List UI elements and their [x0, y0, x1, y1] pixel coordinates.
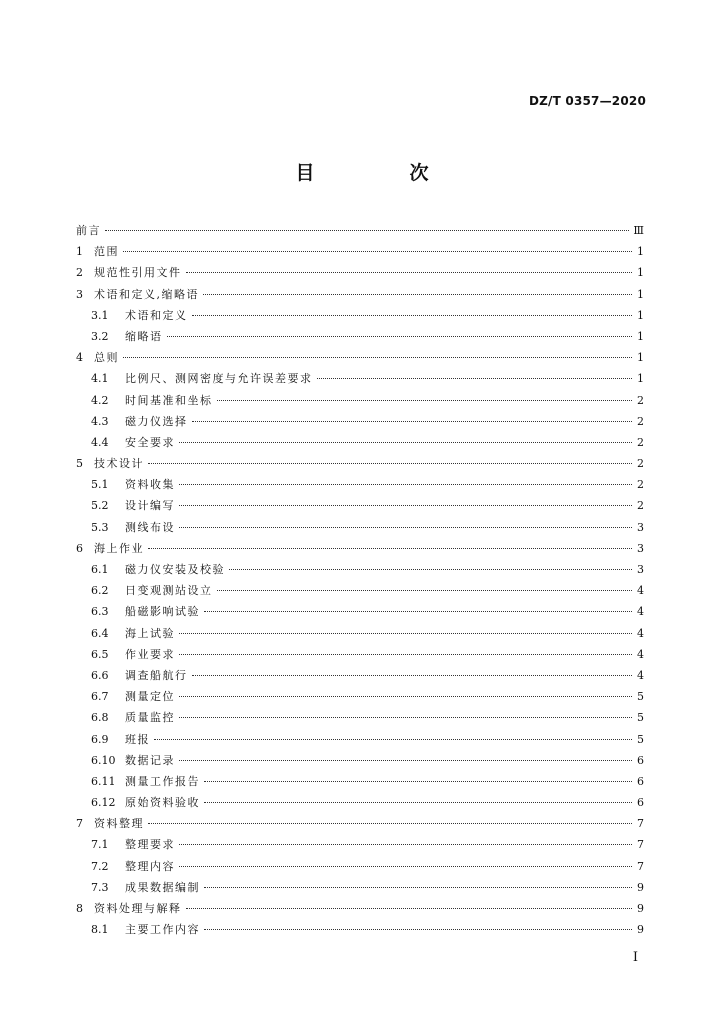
- toc-entry-number: 5: [76, 457, 83, 471]
- toc-entry-number: 8: [76, 902, 83, 915]
- toc-entry-title: 测量工作报告: [125, 774, 200, 788]
- toc-dot-leader: [179, 654, 632, 655]
- toc-entry-title: 班报: [125, 732, 150, 746]
- toc-entry-page: 2: [637, 457, 644, 471]
- toc-entry-title: 日变观测站设立: [125, 584, 213, 598]
- toc-entry-number: 6.5: [91, 647, 109, 661]
- toc-entry-number: 6.6: [91, 668, 109, 682]
- toc-entry-number: 2: [76, 266, 83, 280]
- toc-dot-leader: [192, 315, 633, 316]
- toc-entry-number: 8.1: [91, 923, 109, 937]
- toc-entry-number: 3.1: [91, 308, 109, 322]
- toc-entry-number: 1: [76, 245, 83, 259]
- toc-dot-leader: [123, 357, 632, 358]
- toc-entry-page: 3: [637, 541, 644, 555]
- toc-entry-page: 9: [637, 902, 644, 915]
- toc-entry-number: 6.10: [91, 753, 116, 767]
- toc-dot-leader: [217, 590, 633, 591]
- toc-entry-page: 1: [637, 329, 644, 343]
- toc-dot-leader: [105, 230, 629, 231]
- toc-entry[interactable]: [76, 919, 644, 940]
- toc-entry[interactable]: [76, 538, 644, 559]
- toc-dot-leader: [179, 844, 632, 845]
- toc-entry-number: 5.2: [91, 499, 109, 513]
- toc-entry-title: 海上作业: [94, 541, 144, 555]
- toc-dot-leader: [204, 611, 632, 612]
- toc-entry-title: 时间基准和坐标: [125, 393, 213, 407]
- toc-entry-title: 主要工作内容: [125, 923, 200, 937]
- toc-dot-leader: [204, 929, 632, 930]
- toc-entry-title: 调查船航行: [125, 668, 188, 682]
- toc-entry-number: 6.1: [91, 563, 109, 576]
- toc-entry-title: 设计编写: [125, 499, 175, 513]
- toc-entry[interactable]: [76, 665, 644, 686]
- toc-entry-number: 7.2: [91, 859, 109, 873]
- toc-dot-leader: [204, 781, 632, 782]
- toc-entry[interactable]: [76, 241, 644, 262]
- document-code: DZ/T 0357—2020: [528, 94, 646, 108]
- toc-entry-number: 4: [76, 351, 83, 365]
- toc-entry-page: 6: [637, 774, 644, 788]
- toc-entry-page: Ⅲ: [633, 224, 644, 237]
- toc-entry-title: 缩略语: [125, 329, 163, 343]
- toc-entry[interactable]: [76, 517, 644, 538]
- toc-dot-leader: [179, 717, 632, 718]
- toc-entry-page: 1: [637, 308, 644, 322]
- toc-entry[interactable]: [76, 729, 644, 750]
- toc-entry[interactable]: [76, 877, 644, 898]
- toc-entry[interactable]: [76, 411, 644, 432]
- toc-entry[interactable]: [76, 644, 644, 665]
- toc-entry-title: 磁力仪安装及校验: [125, 563, 225, 576]
- toc-entry-title: 比例尺、测网密度与允许误差要求: [125, 372, 313, 386]
- toc-entry[interactable]: [76, 601, 644, 622]
- toc-entry-number: 4.4: [91, 435, 109, 449]
- toc-entry-title: 范围: [94, 245, 119, 259]
- toc-entry-number: 5.3: [91, 520, 109, 534]
- toc-dot-leader: [179, 633, 632, 634]
- toc-dot-leader: [217, 400, 633, 401]
- toc-entry-title: 船磁影响试验: [125, 605, 200, 619]
- toc-entry[interactable]: [76, 771, 644, 792]
- toc-entry[interactable]: [76, 368, 644, 389]
- toc-entry-number: 6.2: [91, 584, 109, 598]
- toc-entry-number: 7: [76, 817, 83, 831]
- toc-entry-title: 海上试验: [125, 626, 175, 640]
- toc-dot-leader: [186, 908, 633, 909]
- toc-entry[interactable]: [76, 686, 644, 707]
- toc-entry[interactable]: [76, 750, 644, 771]
- toc-entry-page: 7: [637, 817, 644, 831]
- toc-entry-page: 2: [637, 499, 644, 513]
- toc-entry-number: 7.3: [91, 880, 109, 894]
- toc-entry[interactable]: [76, 262, 644, 283]
- toc-dot-leader: [192, 421, 633, 422]
- toc-entry-page: 7: [637, 838, 644, 852]
- toc-entry-page: 3: [637, 563, 644, 576]
- toc-entry-page: 9: [637, 880, 644, 894]
- toc-entry-page: 6: [637, 796, 644, 810]
- toc-entry[interactable]: [76, 834, 644, 855]
- toc-dot-leader: [148, 463, 632, 464]
- toc-dot-leader: [204, 887, 632, 888]
- toc-entry[interactable]: [76, 432, 644, 453]
- toc-entry-number: 4.2: [91, 393, 109, 407]
- toc-entry-page: 4: [637, 626, 644, 640]
- toc-entry-title: 原始资料验收: [125, 796, 200, 810]
- toc-entry-number: 6.11: [91, 774, 116, 788]
- toc-entry-page: 4: [637, 668, 644, 682]
- toc-entry-page: 2: [637, 414, 644, 428]
- toc-dot-leader: [179, 505, 632, 506]
- toc-entry-title: 资料收集: [125, 478, 175, 492]
- toc-entry-page: 5: [637, 711, 644, 725]
- toc-entry-title: 成果数据编制: [125, 880, 200, 894]
- toc-entry-title: 总则: [94, 351, 119, 365]
- toc-dot-leader: [186, 272, 633, 273]
- toc-dot-leader: [192, 675, 633, 676]
- toc-entry-number: 4.3: [91, 414, 109, 428]
- toc-dot-leader: [179, 484, 632, 485]
- toc-dot-leader: [179, 696, 632, 697]
- toc-dot-leader: [179, 442, 632, 443]
- toc-entry-page: 1: [637, 351, 644, 365]
- toc-entry[interactable]: [76, 559, 644, 580]
- toc-dot-leader: [179, 866, 632, 867]
- toc-dot-leader: [204, 802, 632, 803]
- toc-entry-number: 3: [76, 287, 83, 301]
- page-number: Ⅰ: [632, 950, 638, 965]
- toc-entry-page: 9: [637, 923, 644, 937]
- toc-entry-page: 2: [637, 393, 644, 407]
- toc-entry-title: 测量定位: [125, 690, 175, 704]
- toc-entry-number: 3.2: [91, 329, 109, 343]
- toc-entry-page: 2: [637, 435, 644, 449]
- toc-entry-page: 1: [637, 372, 644, 386]
- toc-entry[interactable]: [76, 856, 644, 877]
- toc-entry-page: 3: [637, 520, 644, 534]
- toc-entry[interactable]: [76, 347, 644, 368]
- toc-entry-title: 资料整理: [94, 817, 144, 831]
- toc-entry-page: 5: [637, 732, 644, 746]
- toc-entry[interactable]: [76, 495, 644, 516]
- toc-dot-leader: [154, 739, 632, 740]
- toc-entry-title: 资料处理与解释: [94, 902, 182, 915]
- toc-entry-title: 质量监控: [125, 711, 175, 725]
- table-of-contents: [76, 220, 644, 940]
- toc-entry-title: 安全要求: [125, 435, 175, 449]
- toc-entry-number: 4.1: [91, 372, 109, 386]
- toc-entry[interactable]: [76, 390, 644, 411]
- toc-entry-page: 2: [637, 478, 644, 492]
- toc-entry-page: 1: [637, 245, 644, 259]
- toc-entry[interactable]: [76, 220, 644, 241]
- toc-dot-leader: [179, 527, 632, 528]
- toc-entry-title: 测线布设: [125, 520, 175, 534]
- toc-dot-leader: [317, 378, 633, 379]
- toc-entry[interactable]: [76, 813, 644, 834]
- toc-entry[interactable]: [76, 453, 644, 474]
- toc-dot-leader: [179, 760, 632, 761]
- toc-entry-number: 6.3: [91, 605, 109, 619]
- toc-entry-title: 术语和定义,缩略语: [94, 287, 199, 301]
- toc-entry[interactable]: [76, 474, 644, 495]
- toc-dot-leader: [229, 569, 632, 570]
- toc-entry-title: 技术设计: [94, 457, 144, 471]
- toc-entry-number: 7.1: [91, 838, 109, 852]
- page-title: 目 次: [295, 162, 467, 184]
- toc-entry-number: 6.8: [91, 711, 109, 725]
- toc-entry-title: 术语和定义: [125, 308, 188, 322]
- toc-dot-leader: [123, 251, 632, 252]
- toc-entry[interactable]: [76, 580, 644, 601]
- toc-entry-number: 6.12: [91, 796, 116, 810]
- toc-entry[interactable]: [76, 792, 644, 813]
- toc-entry-page: 1: [637, 287, 644, 301]
- toc-entry-page: 6: [637, 753, 644, 767]
- toc-entry[interactable]: [76, 305, 644, 326]
- toc-entry-page: 4: [637, 647, 644, 661]
- toc-entry-page: 4: [637, 605, 644, 619]
- toc-entry-page: 7: [637, 859, 644, 873]
- toc-dot-leader: [203, 294, 632, 295]
- toc-entry-title: 数据记录: [125, 753, 175, 767]
- toc-dot-leader: [148, 823, 632, 824]
- toc-entry-title: 前言: [76, 224, 101, 237]
- toc-entry-title: 作业要求: [125, 647, 175, 661]
- toc-entry-title: 整理要求: [125, 838, 175, 852]
- toc-entry-number: 6.4: [91, 626, 109, 640]
- toc-entry-page: 4: [637, 584, 644, 598]
- toc-entry[interactable]: [76, 623, 644, 644]
- toc-entry-title: 整理内容: [125, 859, 175, 873]
- toc-entry-number: 6.9: [91, 732, 109, 746]
- toc-dot-leader: [167, 336, 633, 337]
- toc-entry-number: 6.7: [91, 690, 109, 704]
- toc-entry[interactable]: [76, 284, 644, 305]
- toc-entry-page: 5: [637, 690, 644, 704]
- toc-entry[interactable]: [76, 707, 644, 728]
- toc-entry-title: 磁力仪选择: [125, 414, 188, 428]
- toc-entry[interactable]: [76, 326, 644, 347]
- toc-dot-leader: [148, 548, 632, 549]
- toc-entry-page: 1: [637, 266, 644, 280]
- toc-entry-number: 5.1: [91, 478, 109, 492]
- toc-entry-title: 规范性引用文件: [94, 266, 182, 280]
- toc-entry-number: 6: [76, 541, 83, 555]
- toc-entry[interactable]: [76, 898, 644, 919]
